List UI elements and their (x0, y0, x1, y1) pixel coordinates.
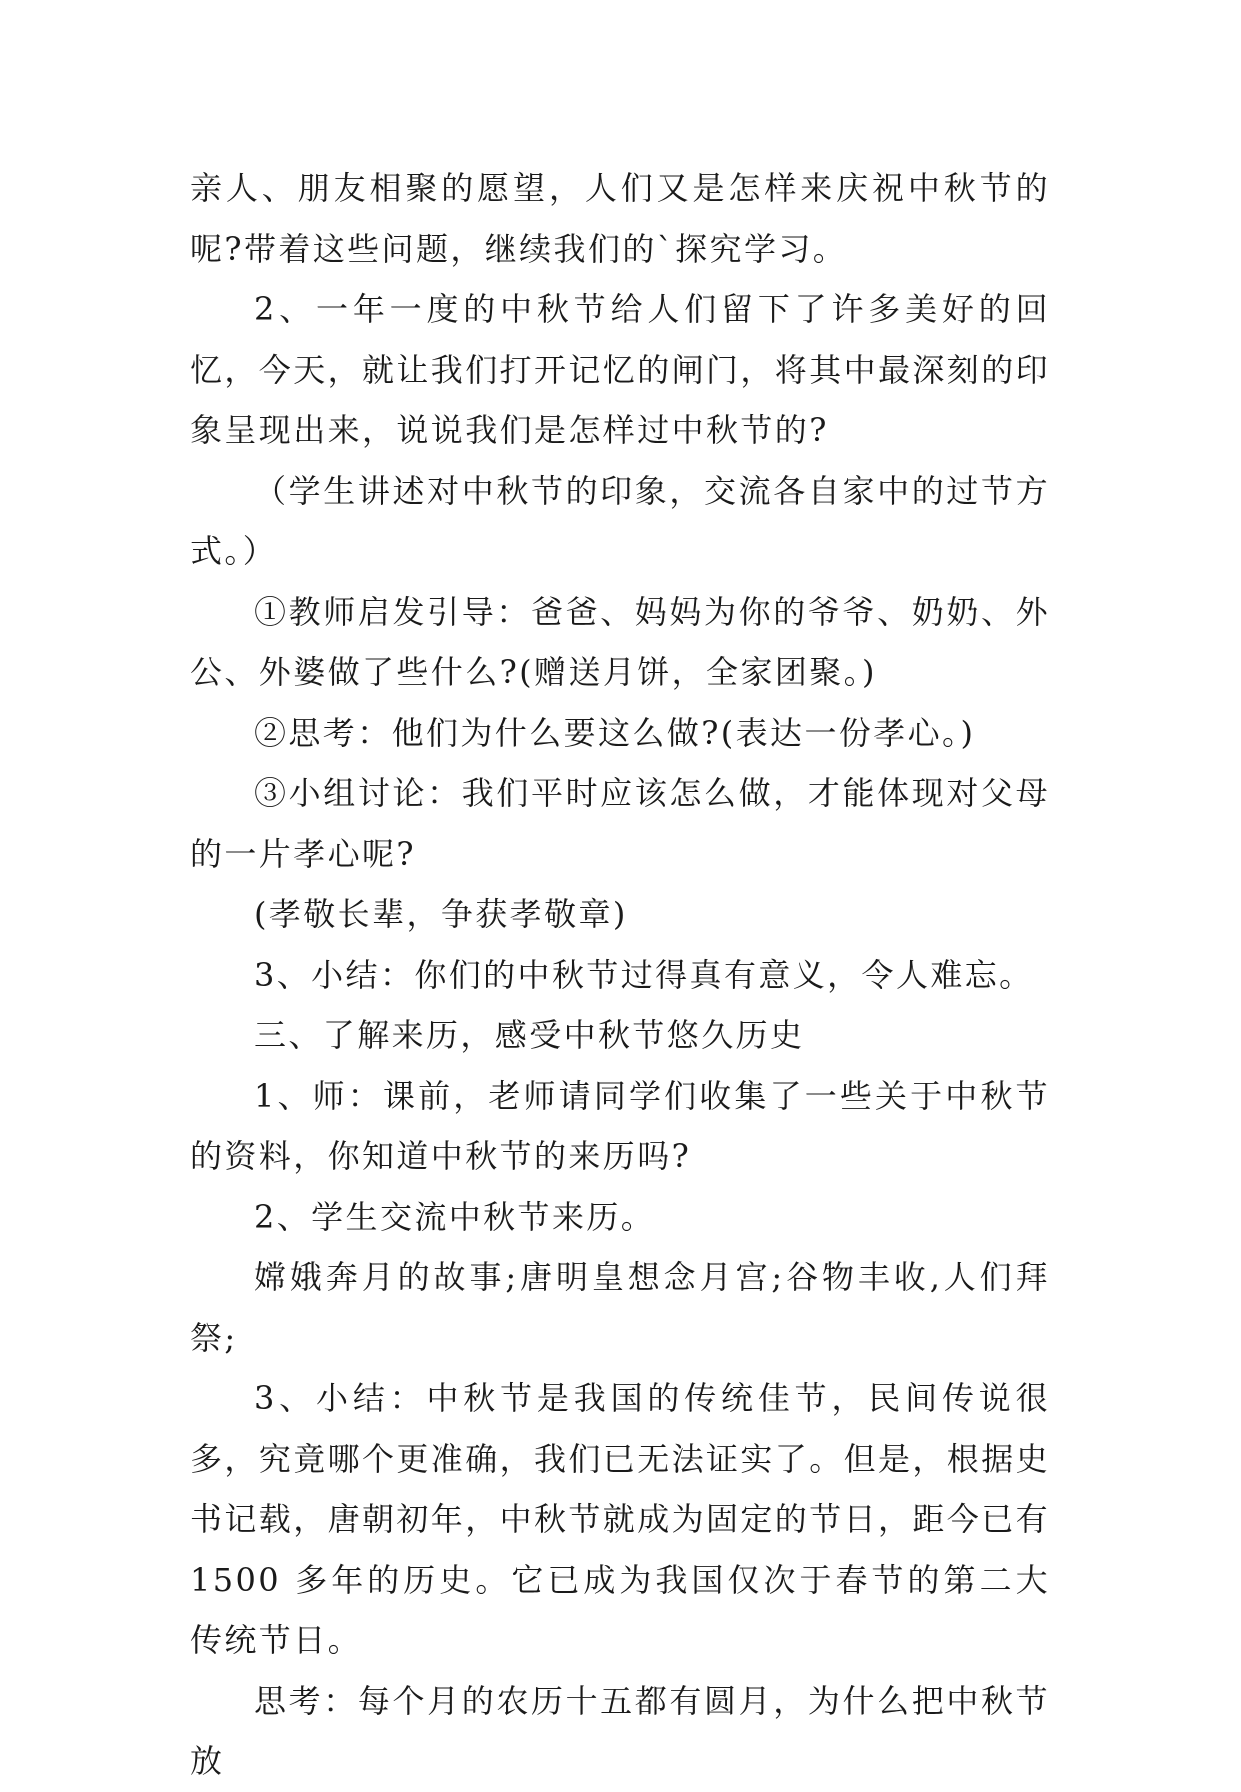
paragraph: 2、学生交流中秋节来历。 (254, 1197, 656, 1236)
paragraph: 2、一年一度的中秋节给人们留下了许多美好的回忆，今天，就让我们打开记忆的闸门，将其中最深刻的印象呈现出来，说说我们是怎样过中秋节的? (190, 290, 1051, 449)
paragraph: 嫦娥奔月的故事;唐明皇想念月宫;谷物丰收,人们拜祭; (190, 1258, 1050, 1357)
paragraph: 亲人、朋友相聚的愿望，人们又是怎样来庆祝中秋节的呢?带着这些问题，继续我们的`探究学习。 (190, 169, 1050, 268)
paragraph: （学生讲述对中秋节的印象，交流各自家中的过节方式。） (190, 471, 1050, 570)
paragraph: ①教师启发引导：爸爸、妈妈为你的爷爷、奶奶、外公、外婆做了些什么?(赠送月饼，全家团聚。) (190, 592, 1050, 691)
paragraph: ③小组讨论：我们平时应该怎么做，才能体现对父母的一片孝心呢? (190, 774, 1050, 873)
section-heading: 三、了解来历，感受中秋节悠久历史 (254, 1016, 805, 1054)
paragraph: 1、师：课前，老师请同学们收集了一些关于中秋节的资料，你知道中秋节的来历吗? (190, 1076, 1050, 1175)
paragraph: 3、小结：你们的中秋节过得真有意义，令人难忘。 (254, 955, 1034, 994)
paragraph: (孝敬长辈，争获孝敬章) (254, 895, 628, 933)
document-page (190, 158, 1050, 1792)
paragraph: 3、小结：中秋节是我国的传统佳节，民间传说很多，究竟哪个更准确，我们已无法证实了。但是，根据史书记载，唐朝初年，中秋节就成为固定的节日，距今已有 1500 多年的历史。它已成为我国仅次于春节的第二大传统节日。 (190, 1379, 1051, 1659)
paragraph: 思考：每个月的农历十五都有圆月，为什么把中秋节放 (190, 1681, 1050, 1780)
paragraph: ②思考：他们为什么要这么做?(表达一份孝心。) (254, 713, 976, 752)
